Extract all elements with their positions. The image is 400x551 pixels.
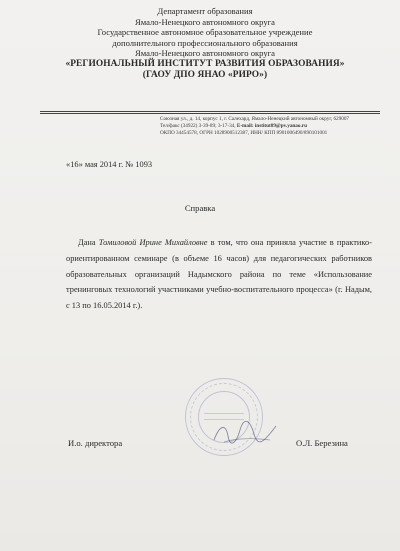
header-divider-bottom (40, 113, 380, 114)
institute-abbreviation: (ГАОУ ДПО ЯНАО «РИРО») (142, 69, 268, 80)
letterhead (40, 6, 370, 80)
letterhead-line-4: дополнительного профессионального образования (112, 37, 298, 48)
phone-email-line (160, 123, 390, 130)
contact-block (160, 116, 390, 136)
document-number: «16» мая 2014 г. № 1093 (66, 160, 153, 169)
certificate-body (66, 235, 372, 314)
signatory-position: И.о. директора (68, 438, 123, 448)
header-divider-top (40, 111, 380, 112)
recipient-name: Томиловой Ирине Михайловне (98, 238, 208, 247)
letterhead-line-2: Ямало-Ненецкого автономного округа (135, 16, 275, 27)
signatory-name: О.Л. Березина (296, 438, 348, 448)
phone: Тел/факс (34922) 3-39-89; 3-17-34, (160, 122, 236, 129)
email: E-mail: institut89@pv.yanao.ru (236, 122, 307, 129)
letterhead-line-3: Государственное автономное образовательное учреждение (97, 27, 313, 38)
letterhead-line-1: Департамент образования (157, 6, 253, 16)
letterhead-line-5: Ямало-Ненецкого автономного округа (135, 48, 275, 59)
body-part-1: Дана (78, 238, 99, 247)
seal-line (204, 413, 244, 414)
handwritten-signature (210, 418, 280, 448)
address: Союзная ул., д. 14, корпус 1, г. Салехард, Ямало-Ненецкий автономный округ, 629007 (160, 116, 350, 122)
body-part-2: в том, что она приняла участие в практико-ориентированном семинаре (в объеме 16 часов) для педагогических работников образовательных организаций Надымского района по теме «Использование тренинговых технологий участниками учебно-воспитательного процесса» (г. Надым, с 13 по 16.05.2014 г.). (66, 238, 372, 311)
registration-codes: ОКПО 34454578, ОГРН 1028900512387, ИНН/ КПП 8901006490/890101001 (160, 129, 328, 136)
institute-name: «РЕГИОНАЛЬНЫЙ ИНСТИТУТ РАЗВИТИЯ ОБРАЗОВАНИЯ» (65, 58, 345, 69)
document-title: Справка (184, 203, 216, 213)
